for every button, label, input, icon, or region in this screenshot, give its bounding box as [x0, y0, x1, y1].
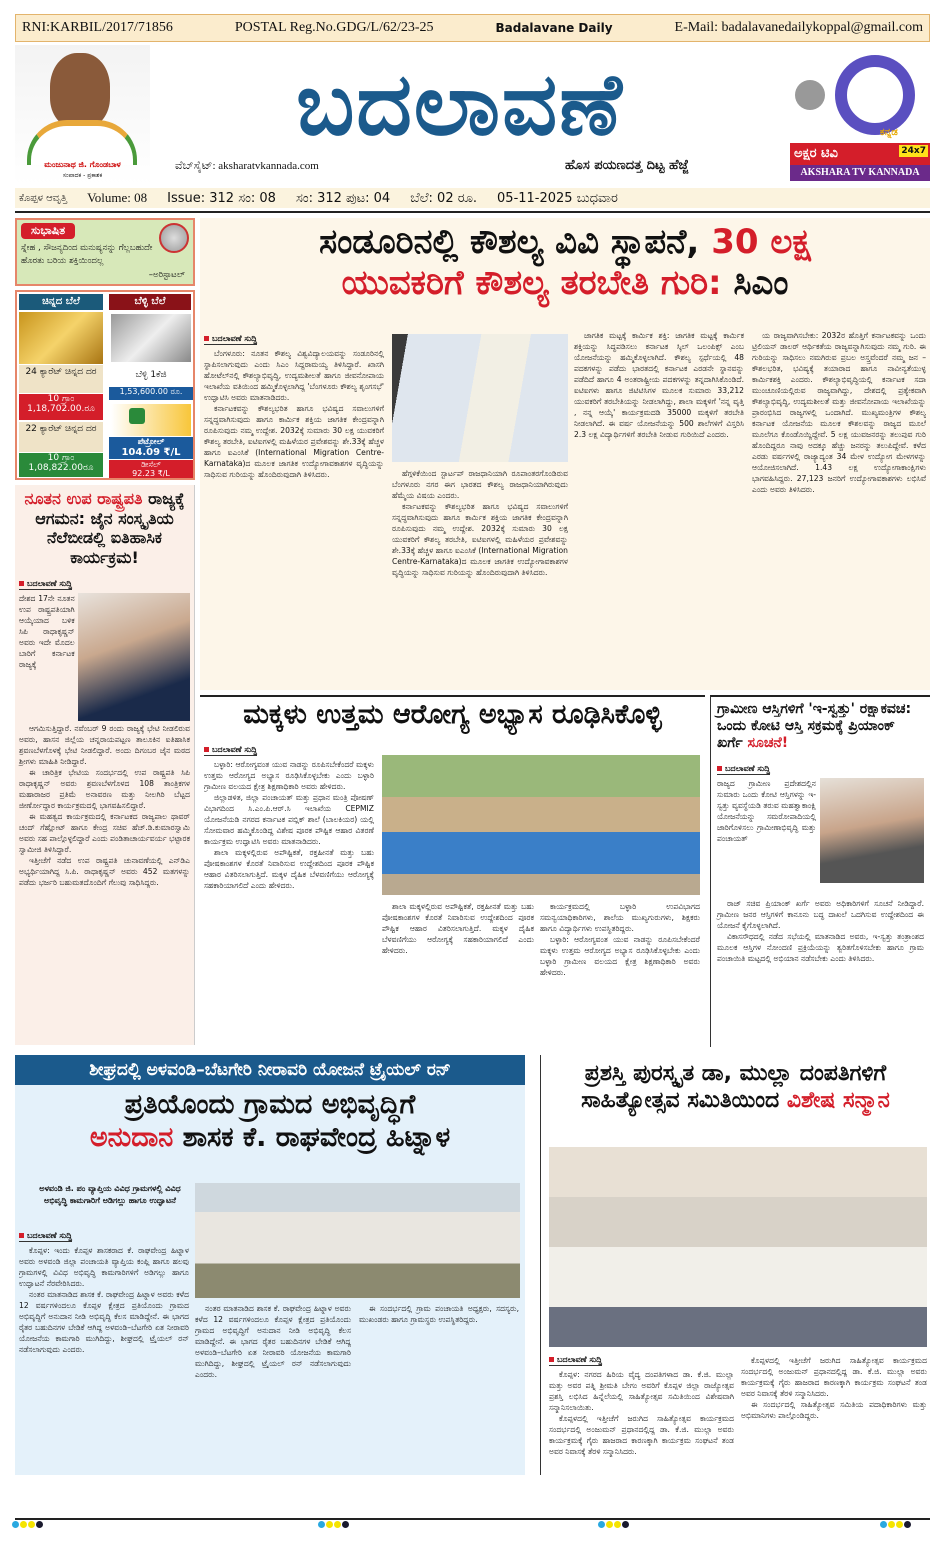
- paragraph: ಕೊಪ್ಪಳ: ಇಂದು ಕೊಪ್ಪಳ ಶಾಸಕರಾದ ಕೆ. ರಾಘವೇಂದ್ರ ಹಿಟ್ನಾಳ ಅವರು ಅಳವಂಡಿ ಜಿಲ್ಲಾ ಪಂಚಾಯತಿ ವ್ಯಾಪ್ತಿಯ ಕಂಪ್ಲಿ ಹಾಗೂ ಹಲವು ಗ್ರಾಮಗಳಲ್ಲಿ ವಿವಿಧ ಅಭಿವೃದ್ಧಿ ಕಾಮಗಾರಿಗಳಿಗೆ ಅಡಿಗಲ್ಲು ಹಾಗೂ ಉದ್ಘಾಟನೆ ನೆರವೇರಿಸಿದರು.: [19, 1246, 189, 1288]
- subhashita-quote: ಸ್ನೇಹ , ಸೌಜನ್ಯದಿಂದ ಮನುಷ್ಯನನ್ನು ಗೆಲ್ಲಬಹುದೇ ಹೊರತು ಬರಿಯ ಶಕ್ತಿಯಿಂದಲ್ಲ: [21, 243, 153, 266]
- paragraph: ಜಿಲ್ಲಾಡಳಿತ, ಜಿಲ್ಲಾ ಪಂಚಾಯತ್ ಮತ್ತು ಪ್ರಧಾನ ಮಂತ್ರಿ ಪೋಷಣ್ ವಿಭಾಗದಿಂದ ಸಿ.ಎಂ.ಪಿ.ಆರ್.ಸಿ ಇಲಾಖೆಯ CEPMIZ ಯೋಜನೆಯಡಿ ನಗರದ ಕರ್ನಾಟಕ ಪಬ್ಲಿಕ್ ಶಾಲೆ (ಬಾಲಕಿಯರ) ಯಲ್ಲಿ ಸೋಮವಾರ ಹಮ್ಮಿಕೊಂಡಿದ್ದ ವಿಶೇಷ ಪೂರಕ ಪೌಷ್ಟಿಕ ಆಹಾರ ವಿತರಣೆ ಕಾರ್ಯಕ್ರಮ ಉದ್ಘಾಟಿಸಿ ಅವರು ಮಾತನಾಡಿದರು.: [204, 793, 374, 846]
- gold24-label: 24 ಕ್ಯಾರೆಟ್ ಚಿನ್ನದ ದರ: [19, 365, 103, 393]
- paragraph: ವಿಕಾಸಸೌಧದಲ್ಲಿ ನಡೆದ ಸಭೆಯಲ್ಲಿ ಮಾತನಾಡಿದ ಅವರು, ಇ-ಸ್ವತ್ತು ತಂತ್ರಾಂಶದ ಮೂಲಕ ಆಸ್ತಿಗಳ ನೋಂದಣಿ ಪ್ರಕ್ರಿಯೆಯನ್ನು ತ್ವರಿತಗೊಳಿಸಬೇಕು ಹಾಗೂ ಗ್ರಾಮ ಪಂಚಾಯಿತಿ ಮಟ್ಟದಲ್ಲಿ ಅಭಿಯಾನ ನಡೆಸಬೇಕು ಎಂದು ತಿಳಿಸಿದರು.: [717, 932, 924, 964]
- gold22-unit: 10 ಗ್ರಾಂ: [47, 453, 75, 463]
- petrol-label: ಪೆಟ್ರೋಲ್: [137, 437, 165, 446]
- newspaper-title: ಬದಲಾವಣೆ: [296, 55, 624, 155]
- paragraph: ಈ ಸಂದರ್ಭದಲ್ಲಿ ಗ್ರಾಮ ಪಂಚಾಯತಿ ಅಧ್ಯಕ್ಷರು, ಸದಸ್ಯರು, ಮುಖಂಡರು ಹಾಗೂ ಗ್ರಾಮಸ್ಥರು ಉಪಸ್ಥಿತರಿದ್ದರು.: [359, 1304, 519, 1324]
- silver-bars-image: [111, 314, 191, 362]
- email[interactable]: E-Mail: badalavanedailykoppal@gmail.com: [674, 20, 923, 35]
- vp-intro: ದೇಶದ 17ನೇ ನೂತನ ಉಪ ರಾಷ್ಟ್ರಪತಿಯಾಗಿ ಆಯ್ಕೆಯಾದ ಬಳಿಕ ಸಿಪಿ ರಾಧಾಕೃಷ್ಣನ್ ಅವರು ಇದೇ ಮೊದಲ ಬಾರಿಗೆ ಕರ್ನಾಟಕ ರಾಜ್ಯಕ್ಕೆ: [19, 594, 75, 670]
- subhashita-label: ಸುಭಾಷಿತ: [21, 223, 75, 239]
- paragraph: ಕಾರ್ಯಕ್ರಮದಲ್ಲಿ ಬಳ್ಳಾರಿ ಉಪವಿಭಾಗದ ಸಮನ್ವಯಾಧಿಕಾರಿಗಳು, ಶಾಲೆಯ ಮುಖ್ಯಗುರುಗಳು, ಶಿಕ್ಷಕರು ಹಾಗೂ ವಿದ್ಯಾರ್ಥಿಗಳು ಉಪಸ್ಥಿತರಿದ್ದರು.: [540, 902, 700, 933]
- issue: Issue: 312 ಸಂ: 08: [167, 190, 276, 206]
- akshara-tv-logo: [790, 55, 930, 183]
- paragraph: ಈ ಚಾರಿತ್ರಿಕ ಭೇಟಿಯ ಸಂದರ್ಭದಲ್ಲಿ ಉಪ ರಾಷ್ಟ್ರಪತಿ ಸಿಪಿ ರಾಧಾಕೃಷ್ಣನ್ ಅವರು ಶ್ರವಣಬೆಳಗೊಳದ 108 ತಾಂತ್ರಿಕಗಳ ಮಹಾರಾಜರ ಪ್ರತಿಮೆ ಅನಾವರಣ ಮತ್ತು ನೀಲಗಿರಿ ಬೆಟ್ಟದ ಜೀರ್ಣೋದ್ಧಾರ ಕಾರ್ಯಕ್ರಮದಲ್ಲಿ ಭಾಗವಹಿಸಲಿದ್ದಾರೆ.: [19, 768, 190, 811]
- issue-pages: ಸಂ: 312 ಪುಟ: 04: [295, 190, 391, 206]
- gold22-label: 22 ಕ್ಯಾರೆಟ್ ಚಿನ್ನದ ದರ: [19, 422, 103, 452]
- divider: [15, 211, 930, 213]
- byline: ಬದಲಾವಣೆ ಸುದ್ದಿ: [549, 1354, 602, 1366]
- registration-marks: [598, 1521, 629, 1528]
- paragraph: ಯ ರಾಜ್ಯವಾಗಿಸಬೇಕು: 2032ರ ಹೊತ್ತಿಗೆ ಕರ್ನಾಟಕವನ್ನು ಒಂದು ಟ್ರಿಲಿಯನ್ ಡಾಲರ್ ಆರ್ಥಿಕತೆಯ ರಾಜ್ಯವನ್ನಾಗಿಸುವುದು ನಮ್ಮ ಗುರಿ. ಈ ಗುರಿಯನ್ನು ಸಾಧಿಸಲು ನಮಗಿರುವ ಪ್ರಬಲ ಅಸ್ತ್ರವೆಂದರೆ ನಮ್ಮ ಜನ – ಕೌಶಲಭರಿತ, ಭವಿಷ್ಯಕ್ಕೆ ತಯಾರಾದ ಹಾಗೂ ನಾವೀನ್ಯತೆಯುಳ್ಳ ಕಾರ್ಮಿಕಶಕ್ತಿ ಎಂದರು. ಕೌಶಲ್ಯಾಭಿವೃದ್ಧಿಯಲ್ಲಿ ಕರ್ನಾಟಕ ಸದಾ ಮುಂಚೂಣಿಯಲ್ಲಿರುವ ರಾಜ್ಯವಾಗಿದ್ದು, ದೇಶದಲ್ಲಿ ಪ್ರತ್ಯೇಕವಾಗಿ ಕೌಶಲ್ಯಾಭಿವೃದ್ಧಿ, ಉದ್ಯಮಶೀಲತೆ ಮತ್ತು ಜೀವನೋಪಾಯ ಇಲಾಖೆಯನ್ನು ಪ್ರಾರಂಭಿಸಿದ ರಾಜ್ಯಗಳಲ್ಲಿ ಒಂದಾಗಿದೆ. ಮುಖ್ಯಮಂತ್ರಿಗಳ ಕೌಶಲ್ಯ ಕರ್ನಾಟಕ ಯೋಜನೆಯ ಮೂಲಕ ಕೌಶಲವನ್ನು ರಾಜ್ಯದ ಮೂಲೆ ಮೂಲೆಗೂ ಕೊಂಡೊಯ್ದಿದ್ದೇವೆ. 5 ಲಕ್ಷ ಯುವಜನರನ್ನು ತಲುಪುವ ಗುರಿ ಹೊಂದಿದ್ದರೂ ನಾವು ಅದಕ್ಕೂ ಹೆಚ್ಚು ಜನರನ್ನು ತಲುಪಿದ್ದೇವೆ. ಕಳೆದ ಎರಡು ವರ್ಷಗಳಲ್ಲಿ ರಾಜ್ಯಾದ್ಯಂತ 34 ಮೇಳ ಉದ್ಯೋಗ ಮೇಳಗಳನ್ನು ಆಯೋಜಿಸಲಾಗಿದೆ. 1.43 ಲಕ್ಷ ಉದ್ಯೋಗಾಕಾಂಕ್ಷಿಗಳು ಭಾಗವಹಿಸಿದ್ದರು. 27,123 ಜನರಿಗೆ ಉದ್ಯೋಗಾವಕಾಶಗಳು ಲಭಿಸಿವೆ ಎಂದು ಅವರು ತಿಳಿಸಿದರು.: [752, 331, 926, 494]
- paragraph: ಹೆಗ್ಗಳಿಕೆಯಿಂದ ಸ್ಟಾರ್ಟಪ್ ರಾಜಧಾನಿಯಾಗಿ ರೂಪಾಂತರಗೊಂಡಿರುವ ಬೆಂಗಳೂರು ನಗರ ಈಗ ಭಾರತದ ಕೌಶಲ್ಯ ರಾಜಧಾನಿಯಾಗಿರುವುದು ಹೆಮ್ಮೆಯ ವಿಷಯ ಎಂದರು.: [392, 469, 568, 500]
- issue-info-bar: [15, 188, 930, 208]
- editor-name: ಮಂಜುನಾಥ ಜಿ. ಗೊಂಡಬಾಳ: [44, 160, 121, 169]
- subhashita-box: [15, 218, 195, 286]
- diesel-label: ಡೀಸೆಲ್: [141, 460, 161, 469]
- cm-siddaramaiah-photo: [392, 334, 568, 462]
- award-headline-1: ಪ್ರಶಸ್ತಿ ಪುರಸ್ಕೃತ ಡಾ, ಮುಲ್ಲಾ ದಂಪತಿಗಳಿಗೆ: [584, 1061, 887, 1086]
- logo-badge: 24x7: [901, 146, 926, 156]
- health-headline: ಮಕ್ಕಳು ಉತ್ತಮ ಆರೋಗ್ಯ ಅಭ್ಯಾಸ ರೂಢಿಸಿಕೊಳ್ಳಿ: [243, 699, 662, 730]
- byline: ಬದಲಾವಣೆ ಸುದ್ದಿ: [204, 333, 257, 345]
- volume: Volume: 08: [87, 190, 148, 205]
- paragraph: ಜಾಗತಿಕ ಮಟ್ಟಕ್ಕೆ ಕಾರ್ಮಿಕ ಶಕ್ತಿ: ಜಾಗತಿಕ ಮಟ್ಟಕ್ಕೆ ಕಾರ್ಮಿಕ ಶಕ್ತಿಯನ್ನು ಸಿದ್ಧಪಡಿಸಲು ಕರ್ನಾಟಕ ಸ್ಕಿಲ್ ಒಲಂಪಿಕ್ಸ್ ಎಂಬ ಯೋಜನೆಯನ್ನು ಹಮ್ಮಿಕೊಳ್ಳಲಾಗಿದೆ. ಕೌಶಲ್ಯ ಸ್ಪರ್ಧೆಯಲ್ಲಿ 48 ಪದಕಗಳನ್ನು ಪಡೆದು ಭಾರತದಲ್ಲಿ ಕರ್ನಾಟಕ ಎರಡನೇ ಸ್ಥಾನವನ್ನು ಪಡೆದಿದೆ ಹಾಗೂ 4 ಅಂತರಾಷ್ಟ್ರೀಯ ಪದಕಗಳನ್ನು ತನ್ನದಾಗಿಸಿಕೊಂಡಿದೆ. ಐಟಿಐಗಳು ಹಾಗೂ ಜಿಟಿಟಿಸಿಗಳ ಮೂಲಕ ಸುಮಾರು 33,212 ಯುವಕರಿಗೆ ತರಬೇತಿಯನ್ನು ನೀಡಲಾಗಿದ್ದು, ಶಾಲಾ ಮಕ್ಕಳಿಗೆ 'ನನ್ನ ವೃತ್ತಿ , ನನ್ನ ಆಯ್ಕೆ' ಕಾರ್ಯಕ್ರಮದಡಿ 35000 ಮಕ್ಕಳಿಗೆ ತರಬೇತಿ ನೀಡಲಾಗಿದೆ. ಈ ವರ್ಷ ಯೋಜನೆಯನ್ನು 500 ಶಾಲೆಗಳಿಗೆ ವಿಸ್ತರಿಸಿ 2.3 ಲಕ್ಷ ವಿದ್ಯಾರ್ಥಿಗಳಿಗೆ ತರಬೇತಿ ನೀಡುವ ಗುರಿಯಿದೆ ಎಂದರು.: [574, 331, 744, 439]
- paragraph: ಶಾಲಾ ಮಕ್ಕಳಲ್ಲಿರುವ ಅಪೌಷ್ಟಿಕತೆ, ರಕ್ತಹೀನತೆ ಮತ್ತು ಬಹು ಪೋಷಕಾಂಶಗಳ ಕೊರತೆ ನಿವಾರಿಸುವ ಉದ್ದೇಶದಿಂದ ಪೂರಕ ಪೌಷ್ಟಿಕ ಆಹಾರ ವಿತರಿಸಲಾಗುತ್ತಿದೆ. ಮಕ್ಕಳ ದೈಹಿಕ ಬೆಳವಣಿಗೆಯು ಆರೋಗ್ಯಕ್ಕೆ ಸಹಕಾರಿಯಾಗಲಿದೆ ಎಂದು ಹೇಳಿದರು.: [382, 902, 534, 955]
- gold22-value: 1,08,822.00ರೂ: [28, 463, 94, 473]
- irrigation-banner: ಶೀಘ್ರದಲ್ಲಿ ಅಳವಂಡಿ–ಬೆಟಗೇರಿ ನೀರಾವರಿ ಯೋಜನೆ ಟ್ರೈಯಲ್ ರನ್: [15, 1055, 525, 1085]
- paragraph: ನಂತರ ಮಾತನಾಡಿದ ಶಾಸಕ ಕೆ. ರಾಘವೇಂದ್ರ ಹಿಟ್ನಾಳ ಅವರು ಕಳೆದ 12 ವರ್ಷಗಳಿಂದಲೂ ಕೊಪ್ಪಳ ಕ್ಷೇತ್ರದ ಪ್ರತಿಯೊಂದು ಗ್ರಾಮದ ಅಭಿವೃದ್ಧಿಗೆ ಅನುದಾನ ನೀಡಿ ಅಭಿವೃದ್ಧಿ ಕೆಲಸ ಮಾಡಿದ್ದೇನೆ. ಈ ಭಾಗದ ರೈತರ ಬಹುದಿನಗಳ ಬೇಡಿಕೆ ಆಗಿದ್ದ ಅಳವಂಡಿ–ಬೆಟಗೇರಿ ಏತ ನೀರಾವರಿ ಯೋಜನೆಯ ಕಾಮಗಾರಿ ಮುಗಿದಿದ್ದು, ಶೀಘ್ರದಲ್ಲಿ ಟ್ರೈಯಲ್ ರನ್ ನಡೆಸಲಾಗುವುದು ಎಂದರು.: [19, 1290, 189, 1354]
- paragraph: ಬಳ್ಳಾರಿ: ಆರೋಗ್ಯವಂತ ಯುವ ನಾಡನ್ನು ರೂಪಿಸಬೇಕೆಂದರೆ ಮಕ್ಕಳು ಉತ್ತಮ ಆರೋಗ್ಯದ ಅಭ್ಯಾಸ ರೂಢಿಸಿಕೊಳ್ಳಬೇಕು ಎಂದು ಬಳ್ಳಾರಿ ಗ್ರಾಮೀಣ ವಲಯದ ಕ್ಷೇತ್ರ ಶಿಕ್ಷಣಾಧಿಕಾರಿ ಅವರು ಹೇಳಿದರು.: [204, 760, 374, 791]
- paragraph: ಬೆಂಗಳೂರು: ನೂತನ ಕೌಶಲ್ಯ ವಿಶ್ವವಿದ್ಯಾಲಯವನ್ನು ಸಂಡೂರಿನಲ್ಲಿ ಸ್ಥಾಪಿಸಲಾಗುವುದು ಎಂದು ಸಿಎಂ ಸಿದ್ದರಾಮಯ್ಯ ತಿಳಿಸಿದ್ದಾರೆ. ಖಾಸಗಿ ಹೋಟೆಲ್‌ನಲ್ಲಿ ಕೌಶಲ್ಯಾಭಿವೃದ್ಧಿ, ಉದ್ಯಮಶೀಲತೆ ಹಾಗೂ ಜೀವನೋಪಾಯ ಇಲಾಖೆಯ ವತಿಯಿಂದ ಹಮ್ಮಿಕೊಳ್ಳಲಾಗಿದ್ದ 'ಬೆಂಗಳೂರು ಕೌಶಲ್ಯ ಶೃಂಗಸಭೆ' ಉದ್ಘಾಟಿಸಿ ಅವರು ಮಾತನಾಡಿದರು.: [204, 349, 384, 402]
- felicitation-photo: [549, 1147, 927, 1347]
- e-swathu-story: [710, 695, 930, 1047]
- gold24-unit: 10 ಗ್ರಾಂ: [47, 394, 75, 404]
- registration-marks: [12, 1521, 43, 1528]
- subhashita-author: –ಅರಿಸ್ಟಾಟಲ್: [148, 270, 185, 280]
- paragraph: ಶಾಲಾ ಮಕ್ಕಳಲ್ಲಿರುವ ಅಪೌಷ್ಟಿಕತೆ, ರಕ್ತಹೀನತೆ ಮತ್ತು ಬಹು ಪೋಷಕಾಂಶಗಳ ಕೊರತೆ ನಿವಾರಿಸುವ ಉದ್ದೇಶದಿಂದ ಪೂರಕ ಪೌಷ್ಟಿಕ ಆಹಾರ ವಿತರಿಸಲಾಗುತ್ತಿದೆ. ಮಕ್ಕಳ ದೈಹಿಕ ಬೆಳವಣಿಗೆಯು ಆರೋಗ್ಯಕ್ಕೆ ಸಹಕಾರಿಯಾಗಲಿದೆ ಎಂದು ಹೇಳಿದರು.: [204, 848, 374, 890]
- footer-rule: [15, 1518, 930, 1520]
- irrigation-subhead: ಅಳವಂಡಿ ಜಿ. ಪಂ ವ್ಯಾಪ್ತಿಯ ವಿವಿಧ ಗ್ರಾಮಗಳಲ್ಲಿ ವಿವಿಧ ಅಭಿವೃದ್ಧಿ ಕಾಮಗಾರಿಗೆ ಅಡಿಗಲ್ಲು ಹಾಗೂ ಉದ್ಘಾಟನೆ: [39, 1184, 181, 1205]
- byline: ಬದಲಾವಣೆ ಸುದ್ದಿ: [717, 764, 770, 775]
- registration-marks: [318, 1521, 349, 1528]
- masthead: [15, 45, 930, 185]
- paragraph: ಈ ಮಹತ್ವದ ಕಾರ್ಯಕ್ರಮದಲ್ಲಿ ಕರ್ನಾಟಕದ ರಾಜ್ಯಪಾಲ ಥಾವರ್ ಚಂದ್ ಗೆಹ್ಲೋಟ್ ಹಾಗೂ ಕೇಂದ್ರ ಸಚಿವ ಹೆಚ್.ಡಿ.ಕುಮಾರಸ್ವಾಮಿ ಅವರು ಸಹ ಪಾಲ್ಗೊಳ್ಳಲಿದ್ದಾರೆ ಎಂದು ಪಂಡಿತಾಚಾರ್ಯವರ್ಯ ಭಟ್ಟಾರಕ ಸ್ವಾಮೀಜಿ ತಿಳಿಸಿದ್ದಾರೆ.: [19, 812, 190, 855]
- paragraph: ಈ ಸಂದರ್ಭದಲ್ಲಿ ಸಾಹಿತ್ಯೋತ್ಸವ ಸಮಿತಿಯ ಪದಾಧಿಕಾರಿಗಳು ಮತ್ತು ಅಭಿಮಾನಿಗಳು ಪಾಲ್ಗೊಂಡಿದ್ದರು.: [741, 1400, 927, 1420]
- paragraph: ಕರ್ನಾಟಕವನ್ನು ಕೌಶಲ್ಯಭರಿತ ಹಾಗೂ ಭವಿಷ್ಯದ ಸವಾಲುಗಳಿಗೆ ಸನ್ನದ್ಧವಾಗಿಸುವುದು ಹಾಗೂ ಕಾರ್ಮಿಕ ಶಕ್ತಿಯ ಜಾಗತಿಕ ಕೇಂದ್ರವನ್ನಾಗಿ ರೂಪಿಸುವುದು ನಮ್ಮ ಉದ್ದೇಶ. 2032ಕ್ಕೆ ಸುಮಾರು 30 ಲಕ್ಷ ಯುವಕರಿಗೆ ಕೌಶಲ್ಯ ತರಬೇತಿ, ಐಟಿಐಗಳಲ್ಲಿ ಮಹಿಳೆಯರ ಪ್ರವೇಶವನ್ನು ಶೇ.33ಕ್ಕೆ ಹೆಚ್ಚಳ ಹಾಗೂ ಐಎಂಸಿಕೆ (International Migration Centre-Karnataka)ದ ಮೂಲಕ ಜಾಗತಿಕ ಉದ್ಯೋಗಾವಕಾಶಗಳ ವೃದ್ಧಿಯನ್ನು ಸಾಧಿಸುವ ಗುರಿಯನ್ನು ಹೊಂದಿರುವುದಾಗಿ ತಿಳಿಸಿದರು.: [392, 502, 568, 577]
- paragraph: ಕೊಪ್ಪಳದಲ್ಲಿ ಇತ್ತೀಚೆಗೆ ಜರುಗಿದ ಸಾಹಿತ್ಯೋತ್ಸವ ಕಾರ್ಯಕ್ರಮದ ಸಂದರ್ಭದಲ್ಲಿ ಅಂಜುಮನ್ ಪ್ರಧಾನದಲ್ಲಿದ್ದ ಡಾ. ಕೆ.ಜಿ. ಮುಲ್ಲಾ ಅವರು ಕಾರ್ಯಕ್ರಮಕ್ಕೆ ಗೈರು ಹಾಜರಾದ ಕಾರಣಕ್ಕಾಗಿ ಕಾರ್ಯಕ್ರಮ ಸಂಘಟನೆ ತಂಡ ಅವರ ನಿವಾಸಕ್ಕೆ ತೆರಳಿ ಸನ್ಮಾನಿಸಿದರು.: [741, 1356, 927, 1398]
- gold-bars-image: [19, 312, 103, 364]
- silver-price-label: ಬೆಳ್ಳಿ ಬೆಲೆ: [109, 294, 191, 310]
- main-story: [200, 218, 930, 690]
- vice-president-story: [15, 485, 195, 1045]
- logo-channel: ಅಕ್ಷರ ಟಿವಿ: [794, 146, 838, 161]
- byline: ಬದಲಾವಣೆ ಸುದ್ದಿ: [19, 579, 72, 590]
- award-story: [540, 1055, 930, 1475]
- irrigation-headline-2: ಅನುದಾನ ಶಾಸಕ ಕೆ. ರಾಘವೇಂದ್ರ ಹಿಟ್ನಾಳ: [89, 1121, 451, 1153]
- health-story: [200, 695, 705, 1047]
- gold-price-label: ಚಿನ್ನದ ಬೆಲೆ: [19, 294, 103, 310]
- date: 05-11-2025 ಬುಧವಾರ: [497, 190, 618, 206]
- fuel-pump-icon: [111, 404, 191, 436]
- paragraph: ಕರ್ನಾಟಕವನ್ನು ಕೌಶಲ್ಯಭರಿತ ಹಾಗೂ ಭವಿಷ್ಯದ ಸವಾಲುಗಳಿಗೆ ಸನ್ನದ್ಧವಾಗಿಸುವುದು ಹಾಗೂ ಕಾರ್ಮಿಕ ಶಕ್ತಿಯ ಜಾಗತಿಕ ಕೇಂದ್ರವನ್ನಾಗಿ ರೂಪಿಸುವುದು ನಮ್ಮ ಉದ್ದೇಶ. 2032ಕ್ಕೆ ಸುಮಾರು 30 ಲಕ್ಷ ಯುವಕರಿಗೆ ಕೌಶಲ್ಯ ತರಬೇತಿ, ಐಟಿಐಗಳಲ್ಲಿ ಮಹಿಳೆಯರ ಪ್ರವೇಶವನ್ನು ಶೇ.33ಕ್ಕೆ ಹೆಚ್ಚಳ ಹಾಗೂ ಐಎಂಸಿಕೆ (International Migration Centre-Karnataka)ದ ಮೂಲಕ ಜಾಗತಿಕ ಉದ್ಯೋಗಾವಕಾಶಗಳ ವೃದ್ಧಿಯನ್ನು ಸಾಧಿಸುವ ಗುರಿಯನ್ನು ಹೊಂದಿರುವುದಾಗಿ ತಿಳಿಸಿದರು.: [204, 404, 384, 479]
- silver-value: 1,53,600.00 ರೂ.: [109, 387, 193, 400]
- foundation-ceremony-photo: [195, 1183, 520, 1298]
- gold24-value: 1,18,702.00.ರೂ: [27, 404, 95, 414]
- price: ಬೆಲೆ: 02 ರೂ.: [410, 190, 478, 206]
- paragraph: ಆಗಮಿಸುತ್ತಿದ್ದಾರೆ. ನವೆಂಬರ್ 9 ರಂದು ರಾಜ್ಯಕ್ಕೆ ಭೇಟಿ ನೀಡಲಿರುವ ಅವರು, ಹಾಸನ ಜಿಲ್ಲೆಯ ಚನ್ನರಾಯಪಟ್ಟಣ ತಾಲೂಕಿನ ಐತಿಹಾಸಿಕ ಶ್ರವಣಬೆಳಗೊಳಕ್ಕೆ ಭೇಟಿ ನೀಡಲಿದ್ದಾರೆ. ಅಂದು ದಿಗಂಬರ ಜೈನ ಮಠದ ಶ್ರೀಗಳು ಮಾಹಿತಿ ನೀಡಿದ್ದಾರೆ.: [19, 724, 190, 767]
- e-swathu-intro: ರಾಜ್ಯದ ಗ್ರಾಮೀಣ ಪ್ರದೇಶದಲ್ಲಿನ ಸುಮಾರು ಒಂದು ಕೋಟಿ ಆಸ್ತಿಗಳನ್ನು ಇ-ಸ್ವತ್ತು ವ್ಯವಸ್ಥೆಯಡಿ ತರುವ ಮಹತ್ವಾಕಾಂಕ್ಷಿ ಯೋಜನೆಯನ್ನು ಸಮರೋಪಾದಿಯಲ್ಲಿ ಜಾರಿಗೊಳಿಸಲು ಗ್ರಾಮೀಣಾಭಿವೃದ್ಧಿ ಮತ್ತು ಪಂಚಾಯತ್: [717, 779, 817, 844]
- irrigation-headline-1: ಪ್ರತಿಯೊಂದು ಗ್ರಾಮದ ಅಭಿವೃದ್ಧಿಗೆ: [124, 1089, 416, 1120]
- byline: ಬದಲಾವಣೆ ಸುದ್ದಿ: [204, 744, 257, 756]
- paragraph: ಕೊಪ್ಪಳ: ನಗರದ ಹಿರಿಯ ವೈದ್ಯ ದಂಪತಿಗಳಾದ ಡಾ. ಕೆ.ಜಿ. ಮುಲ್ಲಾ ಮತ್ತು ಅವರ ಪತ್ನಿ ಶ್ರೀಮತಿ ಬೇಗಂ ಅವರಿಗೆ ಕೊಪ್ಪಳ ಜಿಲ್ಲಾ ರಾಜ್ಯೋತ್ಸವ ಪ್ರಶಸ್ತಿ ಲಭಿಸಿದ ಹಿನ್ನೆಲೆಯಲ್ಲಿ ಸಾಹಿತ್ಯೋತ್ಸವ ಸಮಿತಿಯಿಂದ ವಿಶೇಷವಾಗಿ ಸನ್ಮಾನಿಸಲಾಯಿತು.: [549, 1370, 734, 1412]
- microphone-icon: [795, 80, 825, 110]
- postal-reg: POSTAL Reg.No.GDG/L/62/23-25: [234, 20, 434, 35]
- byline: ಬದಲಾವಣೆ ಸುದ್ದಿ: [19, 1230, 72, 1242]
- rni-number: RNI:KARBIL/2017/71856: [22, 20, 173, 35]
- diesel-value: 92.23 ₹/L: [132, 469, 170, 478]
- vp-headline: ನೂತನ ಉಪ ರಾಷ್ಟ್ರಪತಿ ರಾಜ್ಯಕ್ಕೆ ಆಗಮನ: ಜೈನ ಸಂಸ್ಕೃತಿಯ ನೆಲೆಬೀಡಲ್ಲಿ ಐತಿಹಾಸಿಕ ಕಾರ್ಯಕ್ರಮ!: [24, 489, 185, 567]
- edition: ಕೊಪ್ಪಳ ಆವೃತ್ತಿ: [19, 192, 68, 204]
- aristotle-portrait: [159, 223, 189, 253]
- petrol-value: 104.09 ₹/L: [121, 447, 181, 458]
- logo-name: AKSHARA TV KANNADA: [790, 165, 930, 181]
- silver-unit: ಬೆಳ್ಳಿ 1ಕೆಜಿ: [135, 370, 167, 380]
- main-headline-line1: ಸಂಡೂರಿನಲ್ಲಿ ಕೌಶಲ್ಯ ವಿವಿ ಸ್ಥಾಪನೆ, 30 ಲಕ್ಷ: [319, 222, 811, 262]
- priyank-kharge-photo: [820, 778, 924, 883]
- irrigation-story: [15, 1055, 525, 1475]
- paper-name-english: Badalavane Daily: [495, 21, 613, 35]
- prices-box: [15, 290, 195, 480]
- registration-strip: [15, 14, 930, 42]
- paragraph: ಇತ್ತೀಚೆಗೆ ನಡೆದ ಉಪ ರಾಷ್ಟ್ರಪತಿ ಚುನಾವಣೆಯಲ್ಲಿ ಎನ್‌ಡಿಎ ಅಭ್ಯರ್ಥಿಯಾಗಿದ್ದ ಸಿ.ಪಿ. ರಾಧಾಕೃಷ್ಣನ್ ಅವರು 452 ಮತಗಳನ್ನು ಪಡೆದು ಭರ್ಜರಿ ಬಹುಮತದೊಂದಿಗೆ ಗೆಲುವು ಸಾಧಿಸಿದ್ದರು.: [19, 856, 190, 888]
- tagline: ಹೊಸ ಪಯಣದತ್ತ ದಿಟ್ಟ ಹೆಜ್ಜೆ: [565, 158, 689, 173]
- registration-marks: [880, 1521, 911, 1528]
- award-headline-2: ಸಾಹಿತ್ಯೋತ್ಸವ ಸಮಿತಿಯಿಂದ ವಿಶೇಷ ಸನ್ಮಾನ: [581, 1087, 890, 1113]
- main-headline-line2: ಯುವಕರಿಗೆ ಕೌಶಲ್ಯ ತರಬೇತಿ ಗುರಿ: ಸಿಎಂ: [341, 263, 789, 304]
- editor-role: ಸಂಪಾದಕ - ಪ್ರಕಾಶಕ: [62, 172, 103, 179]
- paragraph: ಬಳ್ಳಾರಿ: ಆರೋಗ್ಯವಂತ ಯುವ ನಾಡನ್ನು ರೂಪಿಸಬೇಕೆಂದರೆ ಮಕ್ಕಳು ಉತ್ತಮ ಆರೋಗ್ಯದ ಅಭ್ಯಾಸ ರೂಢಿಸಿಕೊಳ್ಳಬೇಕು ಎಂದು ಬಳ್ಳಾರಿ ಗ್ರಾಮೀಣ ವಲಯದ ಕ್ಷೇತ್ರ ಶಿಕ್ಷಣಾಧಿಕಾರಿ ಅವರು ಹೇಳಿದರು.: [540, 935, 700, 977]
- paragraph: ನಂತರ ಮಾತನಾಡಿದ ಶಾಸಕ ಕೆ. ರಾಘವೇಂದ್ರ ಹಿಟ್ನಾಳ ಅವರು ಕಳೆದ 12 ವರ್ಷಗಳಿಂದಲೂ ಕೊಪ್ಪಳ ಕ್ಷೇತ್ರದ ಪ್ರತಿಯೊಂದು ಗ್ರಾಮದ ಅಭಿವೃದ್ಧಿಗೆ ಅನುದಾನ ನೀಡಿ ಅಭಿವೃದ್ಧಿ ಕೆಲಸ ಮಾಡಿದ್ದೇನೆ. ಈ ಭಾಗದ ರೈತರ ಬಹುದಿನಗಳ ಬೇಡಿಕೆ ಆಗಿದ್ದ ಅಳವಂಡಿ–ಬೆಟಗೇರಿ ಏತ ನೀರಾವರಿ ಯೋಜನೆಯ ಕಾಮಗಾರಿ ಮುಗಿದಿದ್ದು, ಶೀಘ್ರದಲ್ಲಿ ಟ್ರೈಯಲ್ ರನ್ ನಡೆಸಲಾಗುವುದು ಎಂದರು.: [195, 1304, 351, 1379]
- website[interactable]: ವೆಬ್‌ಸೈಟ್: aksharatvkannada.com: [175, 160, 319, 172]
- editor-photo: [15, 45, 150, 185]
- e-swathu-headline: ಗ್ರಾಮೀಣ ಆಸ್ತಿಗಳಿಗೆ 'ಇ-ಸ್ವತ್ತು' ರಕ್ಷಾಕವಚ: ಒಂದು ಕೋಟಿ ಆಸ್ತಿ ಸಕ್ರಮಕ್ಕೆ ಪ್ರಿಯಾಂಕ್ ಖರ್ಗೆ ಸೂಚನೆ!: [717, 701, 912, 752]
- vp-photo: [78, 593, 190, 721]
- paragraph: ಕೊಪ್ಪಳದಲ್ಲಿ ಇತ್ತೀಚೆಗೆ ಜರುಗಿದ ಸಾಹಿತ್ಯೋತ್ಸವ ಕಾರ್ಯಕ್ರಮದ ಸಂದರ್ಭದಲ್ಲಿ ಅಂಜುಮನ್ ಪ್ರಧಾನದಲ್ಲಿದ್ದ ಡಾ. ಕೆ.ಜಿ. ಮುಲ್ಲಾ ಅವರು ಕಾರ್ಯಕ್ರಮಕ್ಕೆ ಗೈರು ಹಾಜರಾದ ಕಾರಣಕ್ಕಾಗಿ ಕಾರ್ಯಕ್ರಮ ಸಂಘಟನೆ ತಂಡ ಅವರ ನಿವಾಸಕ್ಕೆ ತೆರಳಿ ಸನ್ಮಾನಿಸಿದರು.: [549, 1414, 734, 1456]
- students-photo: [382, 755, 700, 895]
- paragraph: ರಾಜ್ ಸಚಿವ ಪ್ರಿಯಾಂಕ್ ಖರ್ಗೆ ಅವರು ಅಧಿಕಾರಿಗಳಿಗೆ ಸೂಚನೆ ನೀಡಿದ್ದಾರೆ. ಗ್ರಾಮೀಣ ಜನರ ಆಸ್ತಿಗಳಿಗೆ ಕಾನೂನು ಬದ್ಧ ದಾಖಲೆ ಒದಗಿಸುವ ಉದ್ದೇಶದಿಂದ ಈ ಯೋಜನೆ ಕೈಗೊಳ್ಳಲಾಗಿದೆ.: [717, 899, 924, 931]
- logo-kannada: ಕನ್ನಡ: [880, 127, 898, 138]
